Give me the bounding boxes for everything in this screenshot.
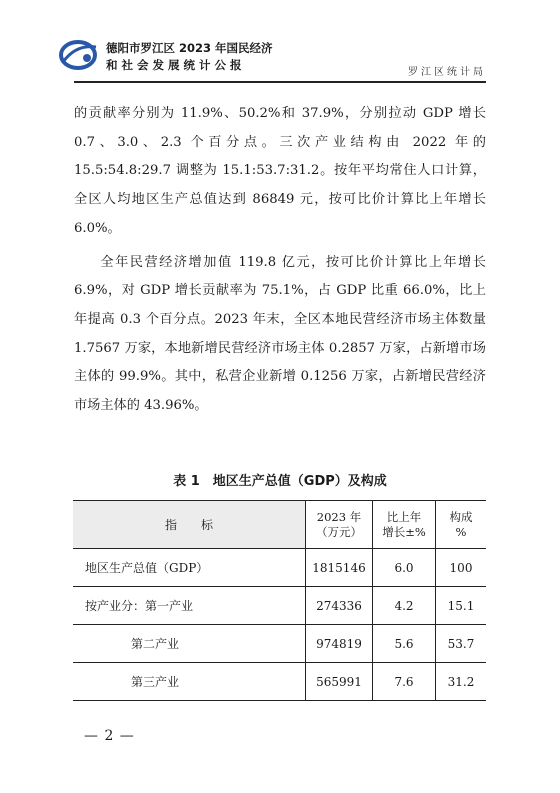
row-share: 15.1 <box>436 587 487 625</box>
header-title <box>106 40 273 74</box>
header-share <box>436 501 487 549</box>
table-header-row <box>73 501 486 549</box>
row-growth: 4.2 <box>373 587 436 625</box>
header-rule <box>74 81 486 83</box>
row-label: 按产业分：第一产业 <box>73 587 306 625</box>
row-value: 274336 <box>306 587 373 625</box>
page-header <box>0 0 560 88</box>
paragraph-continued: 的贡献率分别为 11.9%、50.2%和 37.9%，分别拉动 GDP 增长 0.7、3.0、2.3 个百分点。三次产业结构由 2022 年的 15.5:54.8:29.7 调整为 15.1:53.7:31.2。按年平均常住人口计算，全区人均地区生产总值达到 86849 元，按可比价计算比上年增长 6.0%。 <box>74 106 486 236</box>
header-share-line2: % <box>455 524 467 539</box>
row-share: 31.2 <box>436 663 487 701</box>
row-share: 53.7 <box>436 625 487 663</box>
table-row <box>73 587 486 625</box>
row-value: 974819 <box>306 625 373 663</box>
table-row <box>73 663 486 701</box>
row-growth: 6.0 <box>373 549 436 587</box>
table-row <box>73 549 486 587</box>
header-title-line1: 德阳市罗江区 2023 年国民经济 <box>106 41 273 55</box>
table-title: 表 1 地区生产总值（GDP）及构成 <box>173 474 387 489</box>
header-share-line1: 构成 <box>449 509 473 524</box>
row-value: 565991 <box>306 663 373 701</box>
header-indicator: 指 标 <box>73 501 306 549</box>
row-growth: 7.6 <box>373 663 436 701</box>
header-title-line2: 和 社 会 发 展 统 计 公 报 <box>106 58 242 72</box>
header-growth-line1: 比上年 <box>386 509 422 524</box>
table-row <box>73 625 486 663</box>
gdp-table <box>73 500 486 701</box>
row-label: 地区生产总值（GDP） <box>73 549 306 587</box>
header-growth-line2: 增长±% <box>382 524 426 539</box>
row-label: 第三产业 <box>73 663 306 701</box>
body-text <box>74 100 486 421</box>
header-org: 罗江区统计局 <box>408 67 486 78</box>
row-value: 1815146 <box>306 549 373 587</box>
row-label: 第二产业 <box>73 625 306 663</box>
header-growth <box>373 501 436 549</box>
header-value-line2: （万元） <box>316 524 362 539</box>
row-growth: 5.6 <box>373 625 436 663</box>
page-number: — 2 — <box>84 728 135 744</box>
header-value-line1: 2023 年 <box>316 509 362 524</box>
paragraph-private-economy: 全年民营经济增加值 119.8 亿元，按可比价计算比上年增长 6.9%，对 GDP 增长贡献率为 75.1%，占 GDP 比重 66.0%，比上年提高 0.3 个百分点。2023 年末，全区本地民营经济市场主体数量 1.7567 万家，本地新增民营经济市场主体 0.2857 万家，占新增市场主体的 99.9%。其中，私营企业新增 0.1256 万家，占新增民营经济市场主体的 43.96%。 <box>74 254 486 414</box>
row-share: 100 <box>436 549 487 587</box>
statistics-bureau-logo-icon <box>58 38 100 72</box>
header-value <box>306 501 373 549</box>
